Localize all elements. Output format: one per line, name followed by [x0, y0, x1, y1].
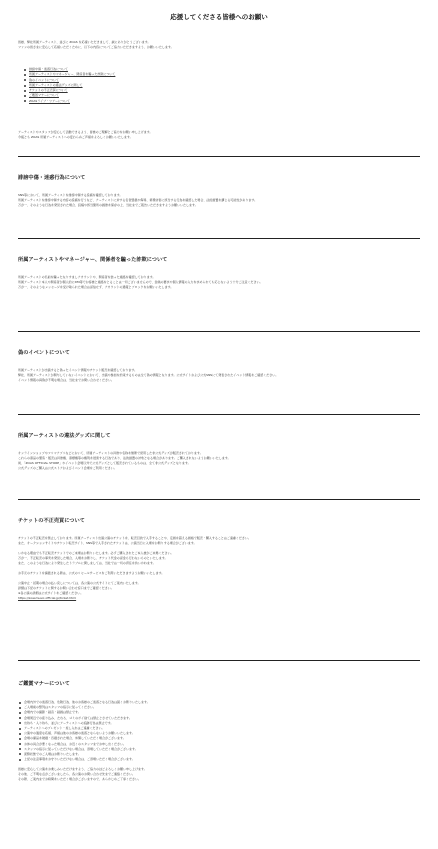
- paragraph: 皆様に安心して公演をお楽しみいただけますよう、ご協力のほどよろしくお願い申し上げます。: [18, 767, 147, 772]
- section-divider: [18, 499, 420, 500]
- toc-link[interactable]: 所属アーティストやマネージャー、関係者を騙った詐欺について: [29, 72, 116, 77]
- section-heading: 偽のイベントについて: [18, 350, 70, 356]
- section-divider: [18, 660, 420, 661]
- section-heading: 所属アーティストやマネージャー、関係者を騙った詐欺について: [18, 257, 168, 263]
- paragraph: SNS等において、所属アーティストを誹謗中傷する投稿を確認しております。: [18, 193, 123, 197]
- paragraph: 公式グッズのご購入は公式ストアおよびイベント会場をご利用ください。: [18, 466, 117, 470]
- list-item: 会場内での撮影・録音・録画は禁止です。: [18, 710, 422, 715]
- section-body: [18, 700, 422, 782]
- toc-link[interactable]: 偽のイベントについて: [29, 77, 59, 82]
- section-heading: 所属アーティストの違法グッズに関して: [18, 433, 111, 439]
- section-divider: [18, 331, 420, 332]
- section-body: [18, 368, 422, 383]
- toc-link[interactable]: 所属アーティストの違法グッズに関して: [29, 82, 83, 87]
- paragraph: 所属アーティストが出演すると偽ったイベント情報やチケット販売を確認しております。: [18, 368, 138, 372]
- list-item: 会場周辺での座り込み、たむろ、ゴミのポイ捨ては禁止とさせていただきます。: [18, 716, 422, 721]
- paragraph: これらの商品の製造・販売は肖像権、商標権等の権利を侵害する行為であり、法的措置の対象となる場合があります。ご購入されないようお願いいたします。: [18, 456, 231, 460]
- closing-line: アーティストやスタッフが安心して活動できるよう、皆様のご理解とご協力をお願い申し上げます。: [18, 130, 153, 134]
- paragraph: いかなる理由でも不正転売チケットでのご来場はお断りいたします。必ずご購入されたご本人様がご来場ください。: [18, 551, 174, 555]
- list-item: 公演中の過度な応援、声援は他のお客様の迷惑とならないようお願いいたします。: [18, 731, 422, 736]
- section-heading: チケットの不正売買について: [18, 518, 85, 524]
- paragraph: 万が一、そのような行為を発見された場合、投稿や該当箇所の画像を保存の上、当社までご報告いただきますようお願いいたします。: [18, 203, 198, 207]
- paragraph: ※各公演の詳細は公式サイトをご確認ください。: [18, 591, 84, 595]
- paragraph: その際、ご案内までお時間をいただく場合がございますので、あらかじめご了承ください。: [18, 777, 141, 782]
- paragraph: また、オークションサイトやチケット転売サイト、SNS等で入手されたチケットは、公演当日に入場をお断りする場合がございます。: [18, 541, 197, 545]
- ticket-info-link[interactable]: https://zoasmusic.official.jp/ticket.html: [18, 596, 77, 600]
- intro: [18, 40, 420, 50]
- list-item: ご入場前の整列はスタッフの指示に従ってください。: [18, 705, 422, 710]
- section-heading: ご鑑賞マナーについて: [18, 681, 70, 687]
- closing-note: [18, 130, 420, 140]
- list-item: 会場内外での迷惑行為、危険行為、他のお客様のご迷惑となる行為は固くお断りいたします。: [18, 700, 422, 705]
- list-item: 泥酔状態でのご入場はお断りいたします。: [18, 752, 422, 757]
- intro-line: ファンの皆さまに安心して応援いただくために、以下の内容についてご協力いただきますよう、お願いいたします。: [18, 45, 174, 49]
- paragraph: 所属アーティストの名前を騙ったなりすましアカウントや、関係者を装った連絡を確認しております。: [18, 275, 156, 279]
- paragraph: 所属アーティスト本人や関係者が個人的にDM等でお客様と連絡をとることは一切ございませんので、金銭の要求や個人情報の入力を求められても応じないよう十分ご注意ください。: [18, 280, 263, 284]
- section-divider: [18, 238, 420, 239]
- section-divider: [18, 156, 420, 157]
- paragraph: その他、ご不明な点がございましたら、各公演のお問い合わせ先までご連絡ください。: [18, 772, 136, 777]
- paragraph: 尚、「ZOAS OFFICIAL STORE」やイベント会場以外で公式グッズとして販売されているものは、全て非公式グッズとなります。: [18, 461, 191, 465]
- paragraph: 弊社、所属アーティストが関与していないイベントにおいて、出演や参加を約束するものは全て偽の情報となります。公式サイトおよび公式SNSにて発表されたイベント情報をご確認ください。: [18, 373, 279, 377]
- paragraph: オンラインショップやフリマアプリなどにおいて、所属アーティストの肖像や名称を無断で使用した非公式グッズが販売されております。: [18, 451, 203, 455]
- list-item: 会場の備品を破損・汚損された場合、弁償していただく場合がございます。: [18, 736, 422, 741]
- intro-line: 皆様、弊社所属アーティスト、並びに ZOAS を応援いただきまして、誠にありがとうございます。: [18, 40, 151, 44]
- section-heading: 誹謗中傷・迷惑行為について: [18, 175, 86, 181]
- manner-list: [18, 700, 422, 762]
- paragraph: また、このような行為により発生したトラブルに関しましては、当社では一切の責任を負いかねます。: [18, 561, 156, 565]
- list-item: アーティストへのプレゼント・差し入れはご遠慮ください。: [18, 726, 422, 731]
- paragraph: 万が一、そのようなメッセージを受け取られた場合は返信せず、アカウントの通報とブロックをお願いいたします。: [18, 285, 174, 289]
- list-item: スタッフの指示に従っていただけない場合は、退場していただく場合がございます。: [18, 747, 422, 752]
- paragraph: 詳細は下記のチケットに関するお問い合わせ窓口までご確認ください。: [18, 586, 114, 590]
- paragraph: イベント情報の真偽が不明な場合は、当社までお問い合わせください。: [18, 378, 115, 382]
- section-body: [18, 193, 422, 208]
- toc-item[interactable]: [24, 99, 204, 104]
- list-item: 出待ち・入り待ち、並びにアーティストへの追跡行為は禁止です。: [18, 721, 422, 726]
- toc-link[interactable]: ZOASライブ・ツアーについて: [29, 98, 70, 103]
- table-of-contents: [24, 67, 204, 104]
- page-title: 応援してくださる皆様へのお願い: [170, 13, 268, 21]
- section-divider: [18, 414, 420, 415]
- paragraph: 公演中止・延期の場合の払い戻しについては、各公演の公式サイトにてご案内いたします。: [18, 581, 141, 585]
- toc-link[interactable]: チケットの不正売買について: [29, 88, 68, 93]
- paragraph: チケットの不正転売を禁止しております。所属アーティスト出演公演のチケットを、転売目的で入手することや、定価を超える価格で販売・購入することはご遠慮ください。: [18, 536, 251, 540]
- closing-line: 今後とも ZOAS 所属アーティストへの変わらぬご声援をよろしくお願いいたします。: [18, 135, 133, 139]
- list-item: 上記の注意事項をお守りいただけない場合は、ご退場いただく場合がございます。: [18, 757, 422, 762]
- section-body: [18, 451, 422, 471]
- paragraph: 所属アーティストを誹謗中傷する内容の投稿を行うなど、アーティストに対する名誉毀損や侮辱、業務妨害に該当する行為を確認した場合、法的措置を講じる可能性があります。: [18, 198, 258, 202]
- section-body: [18, 536, 422, 601]
- section-body: [18, 275, 422, 290]
- paragraph: お手元のチケットを譲渡される際は、公式のリセールサービスをご利用いただきますようお願いいたします。: [18, 571, 165, 575]
- paragraph: 万が一、不正転売の事実を発見した場合、入場をお断りし、チケット代金の返金も行わないものといたします。: [18, 556, 168, 560]
- list-item: お体の具合が悪くなった場合は、お近くのスタッフまでお申し出ください。: [18, 742, 422, 747]
- toc-link[interactable]: ご鑑賞マナーについて: [29, 93, 59, 98]
- toc-link[interactable]: 誹謗中傷・迷惑行為について: [29, 67, 68, 71]
